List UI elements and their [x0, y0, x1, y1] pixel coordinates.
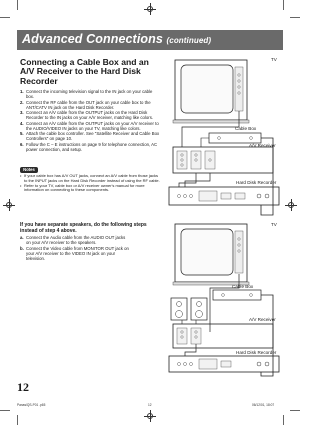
hard-disk-recorder-icon: [169, 356, 279, 372]
section-title: Connecting a Cable Box and an A/V Receiver to the Hard Disk Recorder: [20, 57, 149, 86]
connection-diagram-bottom: [165, 220, 285, 380]
list-item: [20, 89, 160, 99]
notes-list: [20, 174, 160, 193]
list-item: [20, 121, 160, 131]
step-number: 1.: [20, 89, 24, 94]
footer-file: Panas/QS-P01 .p65: [17, 403, 46, 407]
tv-icon: [173, 224, 249, 285]
list-item: [20, 131, 160, 141]
page-number: 12: [17, 380, 29, 394]
tv-label: TV: [271, 57, 277, 62]
bullet-icon: •: [20, 173, 22, 178]
crop-mark: [0, 410, 10, 411]
step-text: Connect the Audio cable from the AUDIO OUT jacks on your A/V receiver to the speakers.: [26, 235, 126, 246]
cable-box-label: Cable Box: [235, 126, 257, 131]
step-text: Connect the RF cable from the OUT jack on your cable box to the ANT/CATV IN jack on the Hard Disk Recorder.: [26, 99, 151, 110]
hard-disk-recorder-icon: [169, 187, 279, 205]
page-title-subtitle: (continued): [166, 36, 212, 45]
notes-badge: Notes: [20, 167, 38, 173]
registration-mark-icon: [144, 410, 156, 422]
speakers-steps: [20, 235, 130, 261]
step-number: 5.: [20, 131, 24, 137]
step-number: 4.: [20, 120, 24, 126]
step-text: Follow the C – E instructions on page 9 for telephone connection, AC power connection, and setup.: [26, 141, 158, 152]
footer-page: 12: [148, 403, 152, 407]
cable-box-icon: [213, 290, 261, 300]
step-number: b.: [20, 245, 24, 251]
av-receiver-label: A/V Receiver: [249, 143, 276, 148]
step-text: Connect an A/V cable from the OUTPUT jacks on your A/V receiver to the AUDIO/VIDEO IN jacks on your TV, matching like colors.: [26, 120, 159, 131]
page-title-text: Advanced Connections: [22, 32, 163, 46]
note-text: Refer to your TV, cable box or A/V receiver owner's manual for more information on connecting to these components.: [24, 182, 145, 193]
bullet-icon: •: [20, 182, 22, 188]
crop-mark: [283, 415, 284, 425]
step-number: a.: [20, 235, 24, 240]
steps-list: [20, 89, 160, 152]
step-text: Connect the Video cable from MONITOR OUT jack on your A/V receiver to the VIDEO IN jack on your television.: [26, 245, 129, 261]
crop-mark: [17, 0, 18, 10]
speakers-title: If you have separate speakers, do the following steps instead of step 4 above.: [20, 222, 147, 234]
cable-box-label: Cable Box: [232, 284, 254, 289]
step-text: Attach the cable box controller. See "Satellite Receiver and Cable Box Controllers" on page 10.: [26, 131, 160, 142]
list-item: [20, 100, 160, 110]
crop-mark: [283, 0, 284, 10]
page-title: [22, 32, 211, 46]
cable-box-icon: [209, 133, 261, 143]
list-item: [20, 246, 130, 261]
tv-icon: [173, 60, 249, 123]
registration-mark-icon: [285, 199, 297, 211]
av-receiver-label: A/V Receiver: [249, 317, 276, 322]
step-number: 2.: [20, 99, 24, 105]
footer-date: 06/12/01, 18:07: [252, 403, 275, 407]
recorder-label: Hard Disk Recorder: [236, 180, 277, 185]
crop-mark: [290, 17, 300, 18]
tv-label: TV: [271, 222, 277, 227]
av-receiver-icon: [173, 324, 273, 348]
step-text: Connect the incoming television signal to the IN jack on your cable box.: [26, 89, 153, 100]
registration-mark-icon: [144, 3, 156, 15]
list-item: [20, 110, 160, 120]
list-item: [20, 184, 160, 194]
list-item: [20, 142, 160, 152]
recorder-label: Hard Disk Recorder: [236, 350, 277, 355]
note-text: If your cable box has A/V OUT jacks, connect an A/V cable from those jacks to the INPUT jacks on the Hard Disk Recorder instead of using the RF cable.: [24, 173, 160, 183]
step-number: 6.: [20, 141, 24, 147]
step-number: 3.: [20, 110, 24, 116]
speaker-icon: [191, 298, 207, 320]
crop-mark: [17, 415, 18, 425]
registration-mark-icon: [3, 199, 15, 211]
av-receiver-icon: [173, 147, 273, 173]
list-item: [20, 235, 130, 245]
crop-mark: [0, 17, 10, 18]
step-text: Connect an A/V cable from the OUTPUT jacks on the Hard Disk Recorder to the IN jacks on your A/V receiver, matching like colors.: [26, 110, 154, 121]
speaker-icon: [171, 298, 187, 320]
crop-mark: [290, 410, 300, 411]
connection-diagram-top: [165, 55, 285, 220]
